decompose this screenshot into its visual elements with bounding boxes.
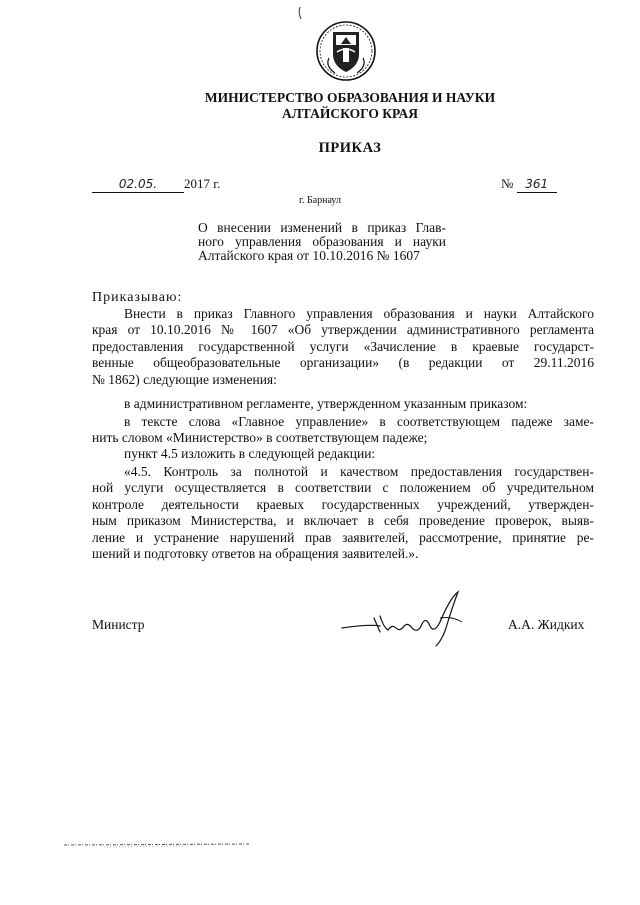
paragraph-5 bbox=[92, 464, 594, 562]
body-line: ление и устранение нарушений прав заявителей, рассмотрение, принятие ре- bbox=[92, 529, 594, 545]
signatory-name: А.А. Жидких bbox=[508, 617, 585, 632]
body-line: Внести в приказ Главного управления образования и науки Алтайского bbox=[124, 306, 594, 321]
organization-name-line-2: АЛТАЙСКОГО КРАЯ bbox=[281, 106, 419, 121]
body-line: «4.5. Контроль за полнотой и качеством предоставления государствен- bbox=[124, 464, 594, 479]
paragraph-4 bbox=[92, 446, 594, 462]
city-label: г. Барнаул bbox=[299, 195, 341, 206]
number-label: № bbox=[501, 176, 514, 191]
signatory-role: Министр bbox=[92, 617, 145, 632]
number-handwritten: 361 bbox=[525, 177, 549, 191]
handwritten-signature-icon bbox=[340, 588, 485, 648]
document-subject bbox=[198, 221, 446, 263]
preamble: Приказываю: bbox=[92, 290, 183, 305]
scan-artifact bbox=[64, 839, 250, 851]
body-line: в тексте слова «Главное управление» в соответствующем падеже заме- bbox=[124, 414, 594, 429]
pen-mark-icon bbox=[296, 6, 304, 20]
paragraph-3 bbox=[92, 414, 594, 447]
body-line: предоставления государственной услуги «Зачисление в краевые государст- bbox=[92, 338, 594, 354]
subject-line: ного управления образования и науки bbox=[198, 234, 446, 249]
body-line: контроле деятельности краевых государственных учреждений, утвержден- bbox=[92, 496, 594, 512]
paragraph-2 bbox=[92, 396, 594, 412]
body-line: края от 10.10.2016 № 1607 «Об утверждении административного регламента bbox=[92, 322, 594, 338]
date-handwritten: 02.05. bbox=[118, 177, 158, 191]
body-line: ным приказом Министерства, и включает в себя проведение проверок, выяв- bbox=[92, 513, 594, 529]
date-field bbox=[92, 176, 184, 193]
body-line: нить словом «Министерство» в соответствующем падеже; bbox=[92, 430, 428, 446]
number-line bbox=[501, 176, 557, 193]
year-suffix: 2017 г. bbox=[184, 176, 221, 191]
body-line: № 1862) следующие изменения: bbox=[92, 371, 277, 387]
date-line bbox=[92, 176, 220, 193]
body-line: пункт 4.5 изложить в следующей редакции: bbox=[124, 446, 376, 461]
body-line: в административном регламенте, утвержденном указанным приказом: bbox=[124, 396, 528, 411]
document-type-title: ПРИКАЗ bbox=[318, 140, 382, 156]
body-line: ной услуги осуществляется в соответствии с положением об учредительном bbox=[92, 480, 594, 496]
body-line: шений и подготовку ответов на обращения заявителей.». bbox=[92, 546, 419, 562]
subject-line: Алтайского края от 10.10.2016 № 1607 bbox=[198, 248, 420, 263]
paragraph-1 bbox=[92, 306, 594, 388]
organization-name-line-1: МИНИСТЕРСТВО ОБРАЗОВАНИЯ И НАУКИ bbox=[204, 90, 496, 105]
number-field bbox=[517, 176, 557, 193]
coat-of-arms-icon bbox=[315, 18, 377, 84]
subject-line: О внесении изменений в приказ Глав- bbox=[198, 220, 446, 235]
body-line: венные общеобразовательные организации» (в редакции от 29.11.2016 bbox=[92, 355, 594, 371]
